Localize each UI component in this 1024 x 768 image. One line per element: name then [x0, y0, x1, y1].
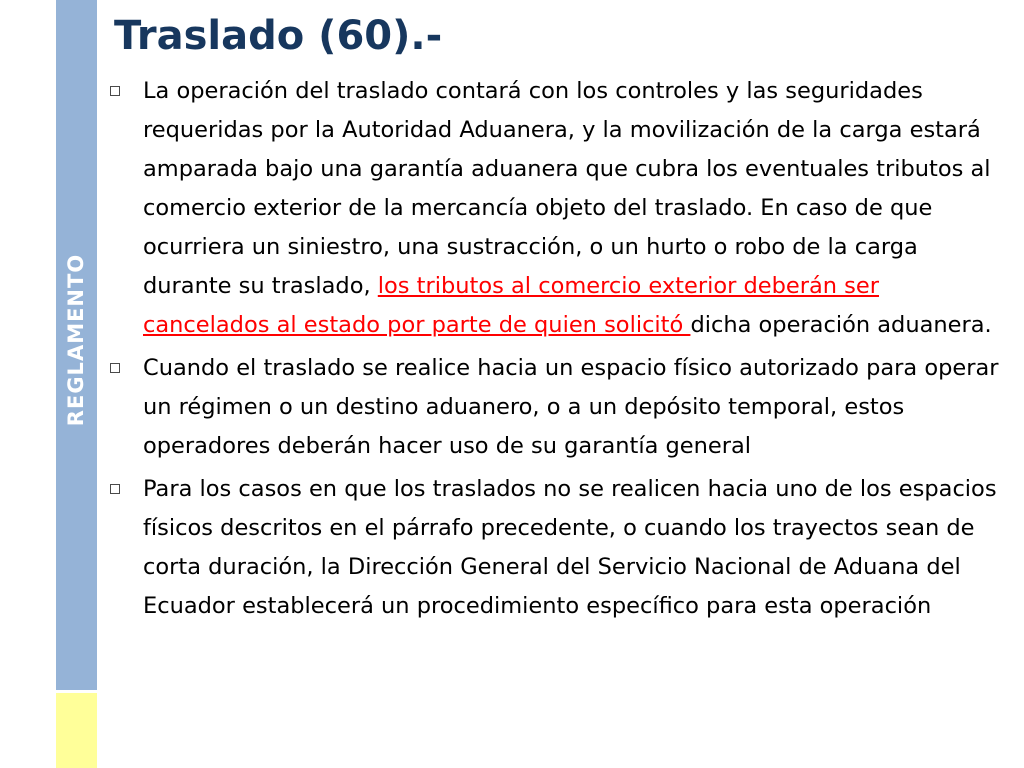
side-bar-accent: [56, 693, 97, 768]
side-label: REGLAMENTO: [64, 253, 88, 427]
bullet-item-2: [110, 349, 1010, 466]
slide-title: Traslado (60).-: [114, 13, 443, 59]
bullet-1-text: La operación del traslado contará con los controles y las seguridades requeridas por la Autoridad Aduanera, y la movilización de la carga estará amparada bajo una garantía aduanera que cubra los eventuales tributos al comercio exterior de la mercancía objeto del traslado. En caso de que ocurriera un siniestro, una sustracción, o un hurto o robo de la carga durante su traslado,: [143, 78, 991, 299]
hollow-square-bullet-icon: [110, 363, 120, 373]
bullet-list: [110, 72, 1010, 630]
hollow-square-bullet-icon: [110, 86, 120, 96]
bullet-item-3: [110, 470, 1010, 626]
bullet-1-text-end: dicha operación aduanera.: [690, 312, 992, 338]
bullet-3-text: Para los casos en que los traslados no se realicen hacia uno de los espacios físicos descritos en el párrafo precedente, o cuando los trayectos sean de corta duración, la Dirección General del Servicio Nacional de Aduana del Ecuador establecerá un procedimiento específico para esta operación: [143, 476, 997, 619]
bullet-item-1: [110, 72, 1010, 345]
bullet-1-highlight: los tributos al comercio exterior deberán ser cancelados al estado por parte de quien solicitó: [143, 273, 879, 338]
hollow-square-bullet-icon: [110, 484, 120, 494]
bullet-2-text: Cuando el traslado se realice hacia un espacio físico autorizado para operar un régimen o un destino aduanero, o a un depósito temporal, estos operadores deberán hacer uso de su garantía general: [143, 355, 999, 459]
